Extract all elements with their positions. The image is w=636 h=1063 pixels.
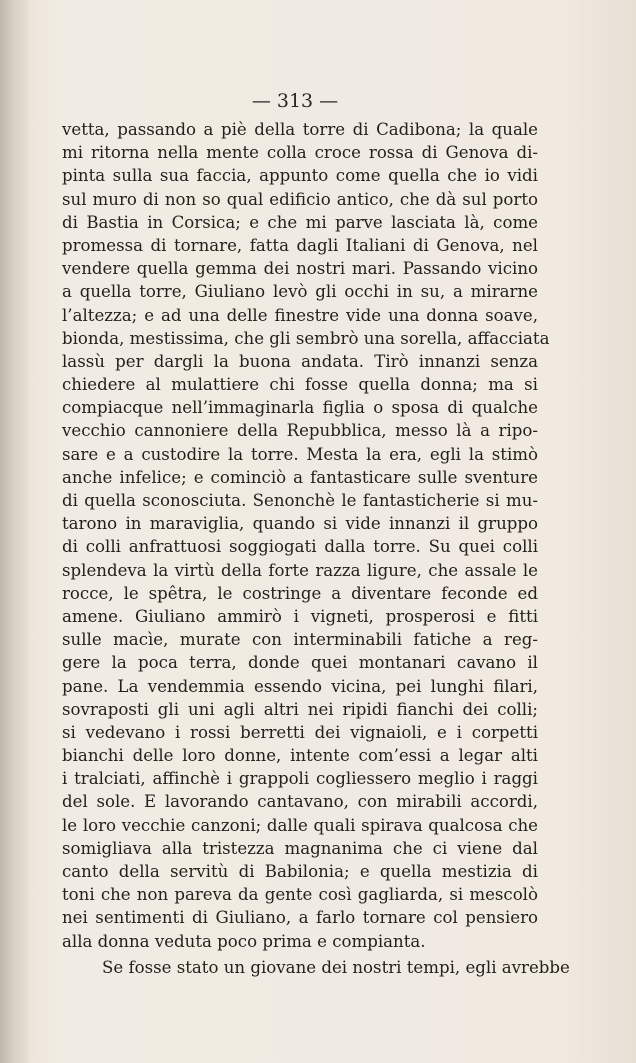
text-line: promessa di tornare, fatta dagli Italiani di Genova, nel (62, 235, 538, 255)
text-line: chiedere al mulattiere chi fosse quella donna; ma si (62, 375, 538, 395)
text-line: nei sentimenti di Giuliano, a farlo tornare col pensiero (62, 908, 538, 928)
text-line: le loro vecchie canzoni; dalle quali spirava qualcosa che (62, 815, 538, 835)
text-line: sulle macìe, murate con interminabili fatiche a reg- (62, 630, 538, 650)
text-line: bianchi delle loro donne, intente com’essi a legar alti (62, 746, 538, 766)
text-line: pinta sulla sua faccia, appunto come quella che io vidi (62, 166, 538, 186)
text-line: si vedevano i rossi berretti dei vignaioli, e i corpetti (62, 722, 538, 742)
binding-shadow (0, 0, 32, 1063)
text-line: lassù per dargli la buona andata. Tirò innanzi senza (62, 351, 538, 371)
text-line: vetta, passando a piè della torre di Cadibona; la quale (62, 120, 538, 139)
text-line: rocce, le spêtra, le costringe a diventare feconde ed (62, 583, 538, 603)
text-line: tarono in maraviglia, quando si vide innanzi il gruppo (62, 514, 538, 534)
text-line: bionda, mestissima, che gli sembrò una sorella, affacciata (62, 328, 550, 348)
text-line: splendeva la virtù della forte razza ligure, che assale le (62, 560, 538, 580)
text-line: compiacque nell’immaginarla figlia o sposa di qualche (62, 398, 538, 418)
text-line: mi ritorna nella mente colla croce rossa di Genova di- (62, 143, 538, 163)
text-line: anche infelice; e cominciò a fantasticare sulle sventure (62, 467, 538, 487)
text-line: vendere quella gemma dei nostri mari. Passando vicino (62, 259, 538, 279)
text-line: vecchio cannoniere della Repubblica, messo là a ripo- (62, 421, 538, 441)
text-line: di Bastia in Corsica; e che mi parve lasciata là, come (62, 212, 538, 232)
body-text (62, 118, 570, 979)
text-line: sul muro di non so qual edificio antico, che dà sul porto (62, 189, 538, 209)
text-line-paragraph-end: alla donna veduta poco prima e compianta. (62, 931, 426, 951)
text-line: toni che non pareva da gente così gagliarda, si mescolò (62, 885, 538, 905)
text-line: a quella torre, Giuliano levò gli occhi in su, a mirarne (62, 282, 538, 302)
text-line: di quella sconosciuta. Senonchè le fantasticherie si mu- (62, 491, 538, 510)
text-line: pane. La vendemmia essendo vicina, pei lunghi filari, (62, 676, 538, 696)
text-line-new-paragraph: Se fosse stato un giovane dei nostri tempi, egli avrebbe (102, 957, 570, 977)
text-line: del sole. E lavorando cantavano, con mirabili accordi, (62, 792, 538, 812)
text-line: gere la poca terra, donde quei montanari cavano il (62, 653, 538, 673)
text-line: canto della servitù di Babilonia; e quella mestizia di (62, 862, 538, 881)
text-line: somigliava alla tristezza magnanima che ci viene dal (62, 838, 538, 858)
text-line: i tralciati, affinchè i grappoli cogliessero meglio i raggi (62, 769, 538, 789)
text-line: amene. Giuliano ammirò i vigneti, prosperosi e fitti (62, 606, 538, 626)
text-line: sare e a custodire la torre. Mesta la era, egli la stimò (62, 444, 538, 464)
text-line: di colli anfrattuosi soggiogati dalla torre. Su quei colli (62, 537, 538, 557)
text-line: l’altezza; e ad una delle finestre vide una donna soave, (62, 305, 538, 325)
page-number: — 313 — (251, 90, 339, 112)
text-line: sovraposti gli uni agli altri nei ripidi fianchi dei colli; (62, 699, 538, 719)
